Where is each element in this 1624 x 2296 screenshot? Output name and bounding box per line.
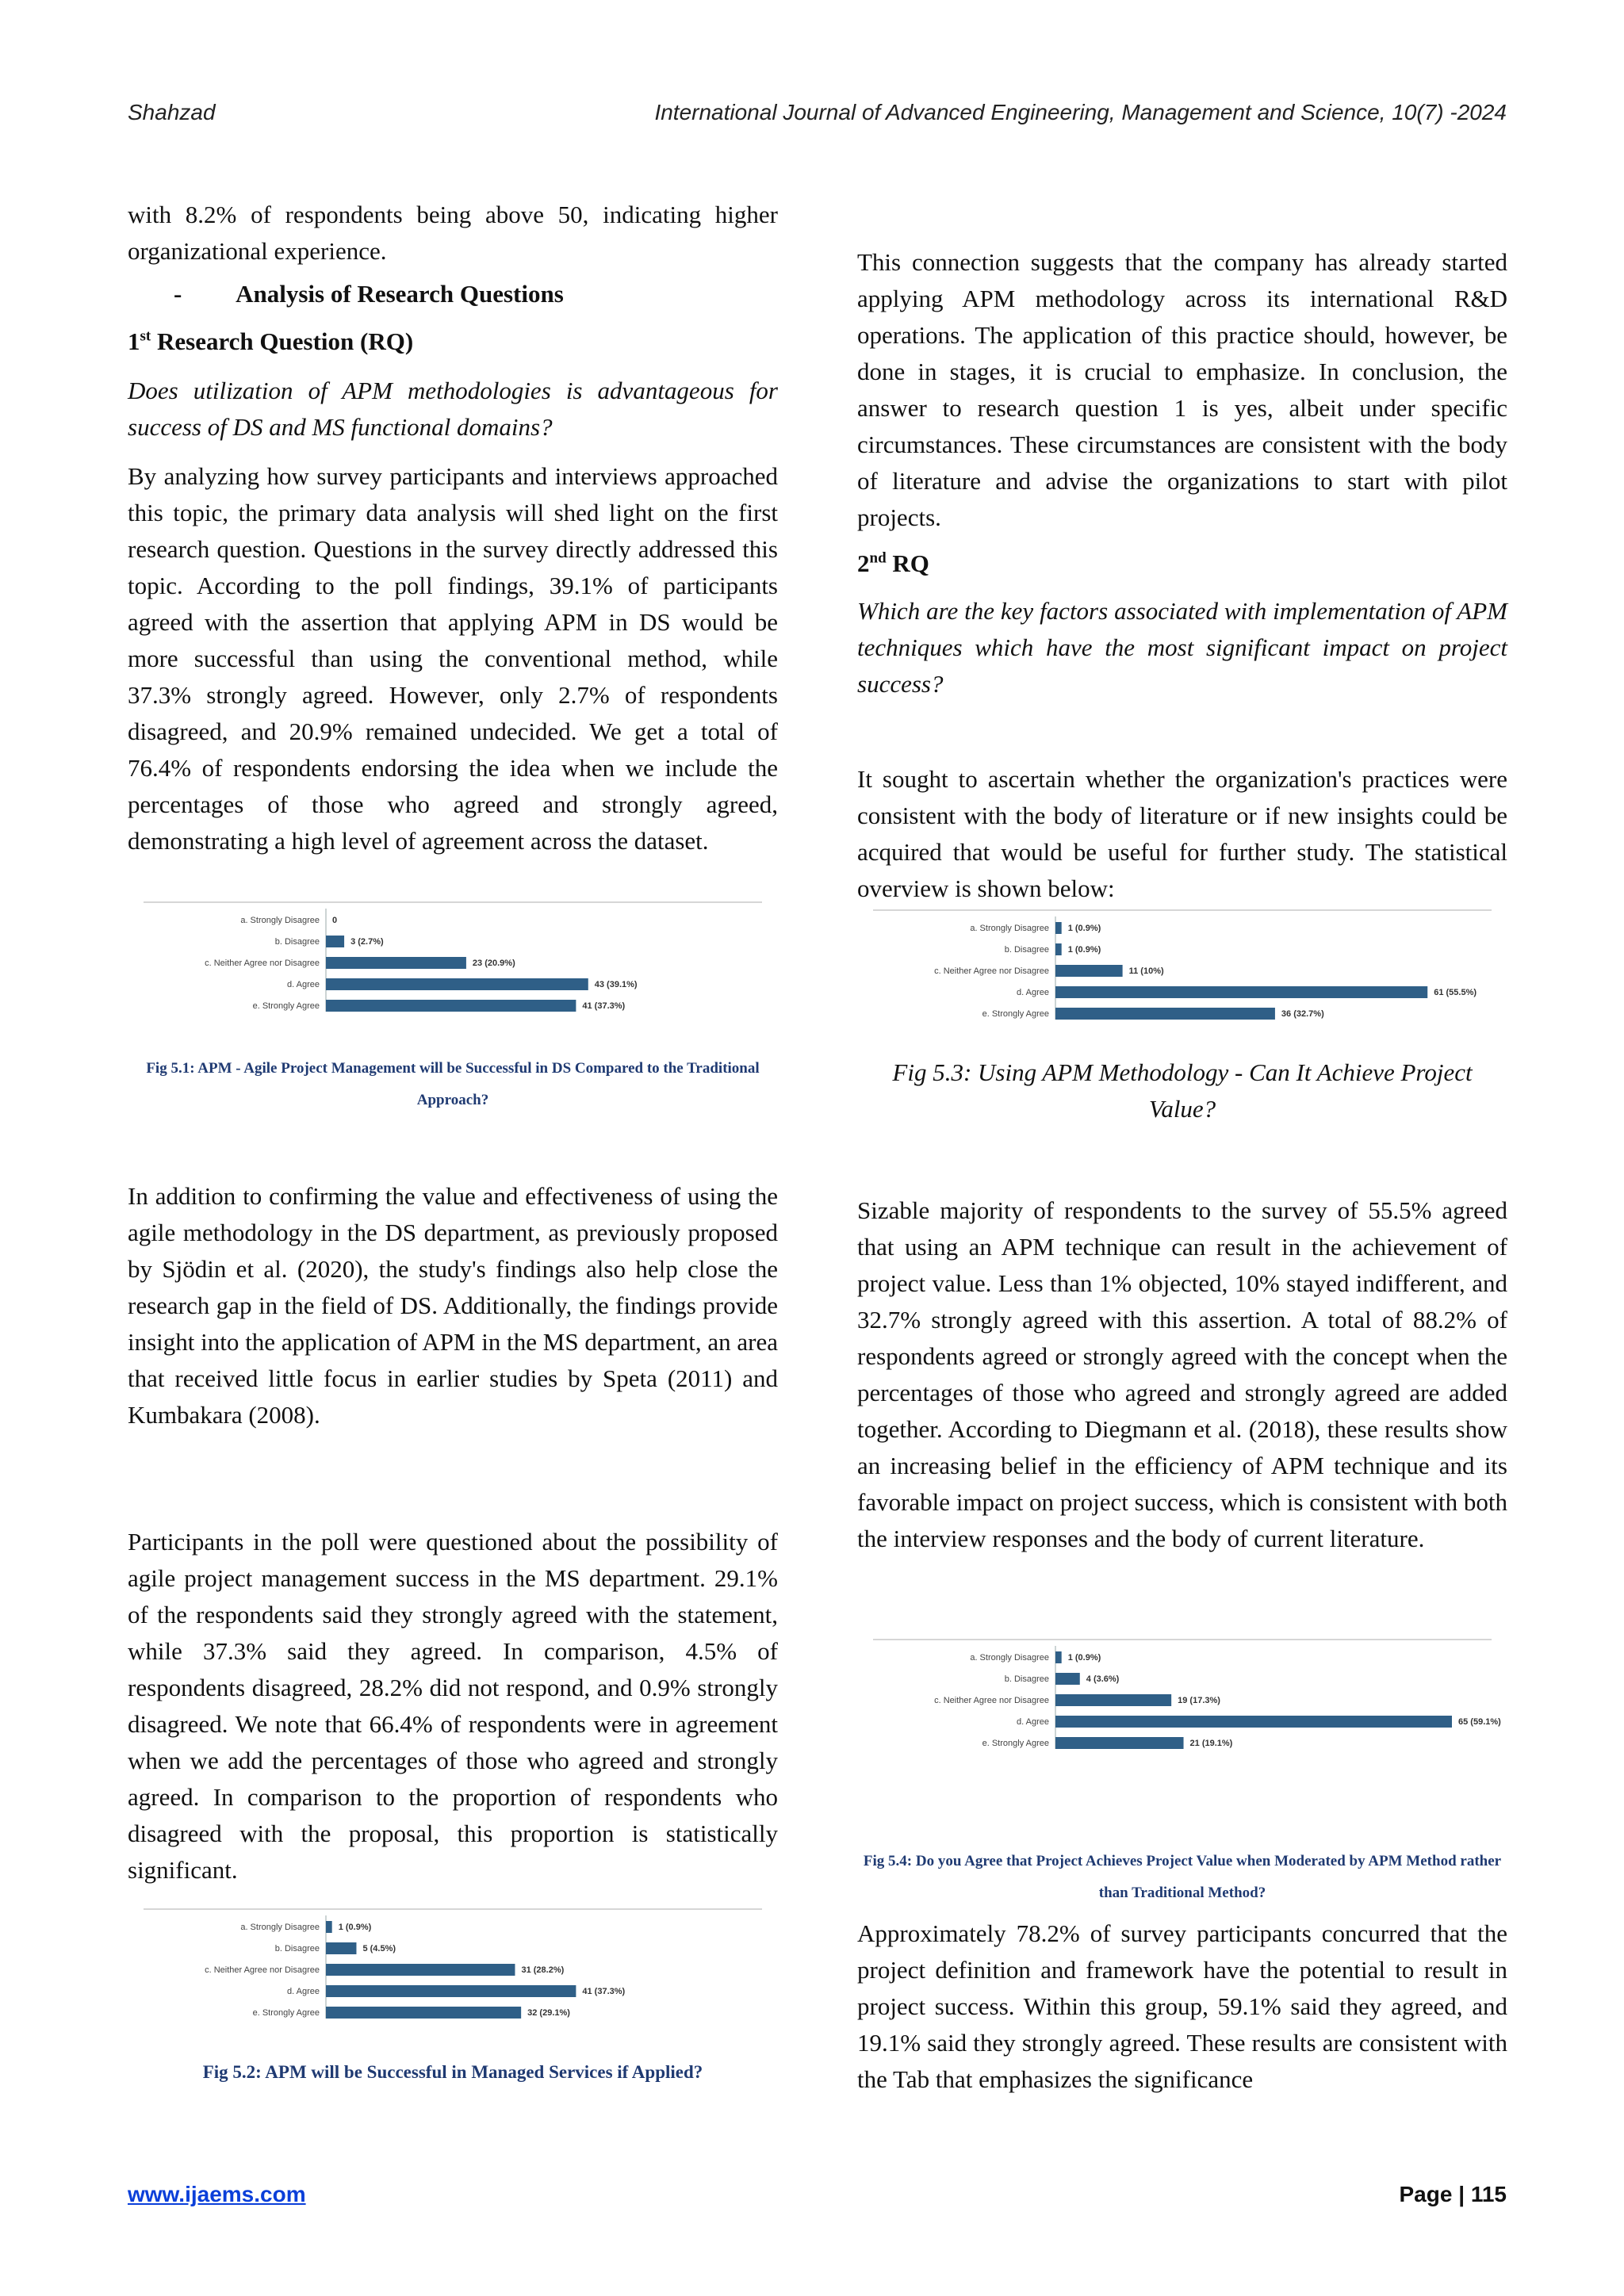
figure-5-2: [128, 1908, 778, 2019]
figure-5-1: [128, 901, 778, 1012]
category-label: c. Neither Agree nor Disagree: [934, 1696, 1049, 1705]
bar: [1055, 943, 1062, 955]
header-journal: International Journal of Advanced Engineering, Management and Science, 10(7) -2024: [654, 100, 1507, 124]
bullet-dash: -: [174, 280, 182, 308]
bar: [1055, 986, 1427, 998]
figure-caption: Fig 5.4: Do you Agree that Project Achieves Project Value when Moderated by APM Method rather than Traditional Method?: [863, 1853, 1502, 1901]
section-heading: [174, 276, 778, 312]
bar-value-label: 5 (4.5%): [362, 1944, 396, 1954]
rq1-number: 1: [128, 327, 140, 355]
bar-value-label: 41 (37.3%): [582, 1001, 626, 1011]
bar: [326, 978, 588, 990]
category-label: a. Strongly Disagree: [240, 1923, 320, 1932]
header-author: Shahzad: [128, 100, 216, 124]
category-label: e. Strongly Agree: [982, 1739, 1049, 1748]
bar-value-label: 19 (17.3%): [1178, 1696, 1220, 1705]
rq2-heading: [857, 545, 1507, 582]
category-label: b. Disagree: [274, 1944, 320, 1954]
bar: [1055, 922, 1062, 934]
bar-value-label: 31 (28.2%): [521, 1965, 565, 1975]
bar-value-label: 41 (37.3%): [582, 1987, 626, 1996]
running-header: [128, 100, 1507, 132]
paragraph: with 8.2% of respondents being above 50, indicating higher organizational experience.: [128, 201, 778, 265]
bar-value-label: 61 (55.5%): [1434, 988, 1477, 997]
category-label: c. Neither Agree nor Disagree: [934, 966, 1049, 976]
figure-caption: Fig 5.2: APM will be Successful in Managed Services if Applied?: [202, 2062, 703, 2082]
category-label: d. Agree: [287, 980, 320, 989]
bar-value-label: 1 (0.9%): [1067, 1653, 1101, 1663]
paragraph: In addition to confirming the value and effectiveness of using the agile methodology in the DS department, as previously proposed by Sjödin et al. (2020), the study's findings also help close the research gap in the field of DS. Additionally, the findings provide insight into the application of APM in the MS department, an area that received little focus in earlier studies by Speta (2011) and Kumbakara (2008).: [128, 1182, 778, 1429]
category-label: a. Strongly Disagree: [970, 924, 1049, 933]
bar-value-label: 23 (20.9%): [472, 959, 515, 968]
category-label: d. Agree: [287, 1987, 320, 1996]
bar-value-label: 36 (32.7%): [1281, 1009, 1324, 1019]
bar: [1055, 1737, 1184, 1749]
bar: [1055, 1673, 1080, 1685]
bar: [1055, 1008, 1275, 1020]
chart-5-4: [857, 1638, 1507, 1749]
bar-value-label: 43 (39.1%): [594, 980, 638, 989]
page-number: Page | 115: [1399, 2182, 1507, 2206]
figure-5-4: [857, 1638, 1507, 1749]
category-label: d. Agree: [1017, 988, 1049, 997]
category-label: a. Strongly Disagree: [970, 1653, 1049, 1663]
bar-value-label: 3 (2.7%): [350, 937, 384, 947]
bar-value-label: 32 (29.1%): [527, 2008, 570, 2018]
bar-value-label: 1 (0.9%): [1067, 945, 1101, 955]
bar-value-label: 4 (3.6%): [1086, 1674, 1120, 1684]
category-label: c. Neither Agree nor Disagree: [205, 1965, 320, 1975]
paragraph: By analyzing how survey participants and interviews approached this topic, the primary data analysis will shed light on the first research question. Questions in the survey directly addressed this topic. According to the poll findings, 39.1% of participants agreed with the assertion that applying APM in DS would be more successful than using the conventional method, while 37.3% strongly agreed. However, only 2.7% of respondents disagreed, and 20.9% remained undecided. We get a total of 76.4% of respondents endorsing the idea when we include the percentages of those who agreed and strongly agreed, demonstrating a high level of agreement across the dataset.: [128, 462, 778, 855]
category-label: d. Agree: [1017, 1717, 1049, 1727]
chart-5-1: [128, 901, 778, 1012]
rq2-label: RQ: [886, 549, 929, 577]
paragraph: Approximately 78.2% of survey participants concurred that the project definition and framework have the potential to result in project success. Within this group, 59.1% said they agreed, and 19.1% said they strongly agreed. These results are consistent with the Tab that emphasizes the significance: [857, 1919, 1507, 2093]
bar-value-label: 11 (10%): [1128, 966, 1164, 976]
bar: [1055, 965, 1123, 977]
bar: [326, 1942, 356, 1954]
category-label: e. Strongly Agree: [252, 1001, 320, 1011]
paragraph: Sizable majority of respondents to the survey of 55.5% agreed that using an APM technique can result in the achievement of project value. Less than 1% objected, 10% stayed indifferent, and 32.7% strongly agreed with this assertion. A total of 88.2% of respondents agreed or strongly agreed with the concept when the percentages of those who agreed and strongly agreed are added together. According to Diegmann et al. (2018), these results show an increasing belief in the efficiency of APM technique and its favorable impact on project success, which is consistent with both the interview responses and the body of current literature.: [857, 1196, 1507, 1552]
chart-5-2: [128, 1908, 778, 2019]
chart-5-3: [857, 909, 1507, 1020]
category-label: e. Strongly Agree: [982, 1009, 1049, 1019]
bar: [326, 2007, 521, 2019]
bar: [326, 957, 466, 969]
paragraph: Participants in the poll were questioned about the possibility of agile project management success in the MS department. 29.1% of the respondents said they strongly agreed with the statement, while 37.3% said they agreed. In comparison, 4.5% of respondents disagreed, 28.2% did not respond, and 0.9% strongly disagreed. We note that 66.4% of respondents were in agreement when we add the percentages of those who agreed and strongly agreed. In comparison to the proportion of respondents who disagreed with the proposal, this proportion is statistically significant.: [128, 1528, 778, 1884]
rq1-heading: [128, 323, 778, 360]
rq2-superscript: nd: [869, 549, 887, 567]
bar: [326, 1985, 576, 1997]
bar: [326, 1000, 576, 1012]
bar-value-label: 65 (59.1%): [1458, 1717, 1501, 1727]
bar: [1055, 1716, 1452, 1728]
bar-value-label: 1 (0.9%): [1067, 924, 1101, 933]
bar: [326, 1964, 515, 1976]
bar-value-label: 21 (19.1%): [1189, 1739, 1233, 1748]
figure-caption: Fig 5.1: APM - Agile Project Management will be Successful in DS Compared to the Traditional Approach?: [146, 1060, 760, 1108]
paragraph: This connection suggests that the company has already started applying APM methodology across its international R&D operations. The application of this practice should, however, be done in stages, it is crucial to emphasize. In conclusion, the answer to research question 1 is yes, albeit under specific circumstances. These circumstances are consistent with the body of literature and advise the organizations to start with pilot projects.: [857, 248, 1507, 531]
category-label: b. Disagree: [1004, 1674, 1049, 1684]
category-label: b. Disagree: [1004, 945, 1049, 955]
section-title: Analysis of Research Questions: [236, 280, 564, 308]
bar-value-label: 1 (0.9%): [338, 1923, 372, 1932]
figure-caption: Fig 5.3: Using APM Methodology - Can It Achieve Project Value?: [892, 1058, 1473, 1123]
bar-value-label: 0: [332, 916, 338, 925]
category-label: a. Strongly Disagree: [240, 916, 320, 925]
bar: [1055, 1651, 1062, 1663]
rq1-superscript: st: [140, 327, 151, 345]
rq2-number: 2: [857, 549, 870, 577]
category-label: b. Disagree: [274, 937, 320, 947]
journal-link[interactable]: www.ijaems.com: [128, 2182, 306, 2206]
bar: [1055, 1694, 1171, 1706]
rq1-question: Does utilization of APM methodologies is advantageous for success of DS and MS functional domains?: [128, 377, 778, 441]
rq1-label: Research Question (RQ): [151, 327, 414, 355]
figure-5-3: [857, 909, 1507, 1020]
category-label: c. Neither Agree nor Disagree: [205, 959, 320, 968]
footer: [128, 2182, 1507, 2217]
paragraph: It sought to ascertain whether the organization's practices were consistent with the body of literature or if new insights could be acquired that would be useful for further study. The statistical overview is shown below:: [857, 765, 1507, 902]
rq2-question: Which are the key factors associated with implementation of APM techniques which have the most significant impact on project success?: [857, 597, 1507, 698]
bar: [326, 936, 344, 947]
category-label: e. Strongly Agree: [252, 2008, 320, 2018]
bar: [326, 1921, 332, 1933]
